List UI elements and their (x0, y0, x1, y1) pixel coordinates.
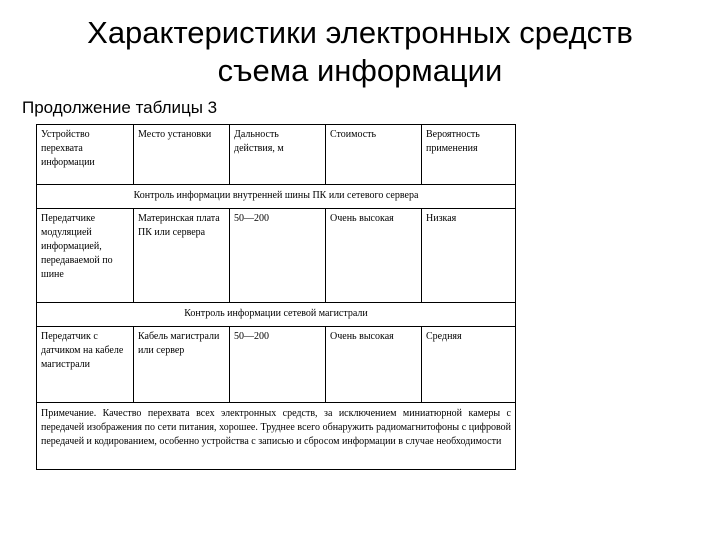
row2-range: 50—200 (230, 327, 326, 403)
row2-device: Передатчик с датчиком на кабеле магистрали (37, 327, 134, 403)
table-header-row (37, 125, 516, 185)
row2-cost: Очень высокая (326, 327, 422, 403)
section-row-bus (37, 185, 516, 209)
header-location: Место установки (134, 125, 230, 185)
table-caption: Продолжение таблицы 3 (22, 98, 218, 117)
section-network-label: Контроль информации сетевой магистрали (37, 303, 516, 327)
row1-location: Материнская плата ПК или сервера (134, 209, 230, 303)
row1-range: 50—200 (230, 209, 326, 303)
note-row (37, 403, 516, 470)
slide-title-line-1: Характеристики электронных средств (87, 15, 633, 50)
header-range: Дальность действия, м (230, 125, 326, 185)
header-probability: Вероятность применения (422, 125, 516, 185)
slide-title (40, 14, 680, 90)
table-note: Примечание. Качество перехвата всех электронных средств, за исключением миниатюрной камеры с передачей изображения по сети питания, хорошее. Труднее всего обнаружить радиомагнитофоны с цифровой передачей и кодированием, особенно устройства с записью и сбросом информации в случае необходимости (37, 403, 516, 470)
slide-title-line-2: съема информации (217, 53, 503, 88)
row2-location: Кабель магистрали или сервер (134, 327, 230, 403)
header-cost: Стоимость (326, 125, 422, 185)
section-bus-label: Контроль информации внутренней шины ПК или сетевого сервера (37, 185, 516, 209)
header-device: Устройство перехвата информации (37, 125, 134, 185)
table-row (37, 209, 516, 303)
section-row-network (37, 303, 516, 327)
row2-probability: Средняя (422, 327, 516, 403)
table-row (37, 327, 516, 403)
row1-cost: Очень высокая (326, 209, 422, 303)
row1-device: Передатчике модуляцией информацией, передаваемой по шине (37, 209, 134, 303)
row1-probability: Низкая (422, 209, 516, 303)
characteristics-table (36, 124, 516, 470)
